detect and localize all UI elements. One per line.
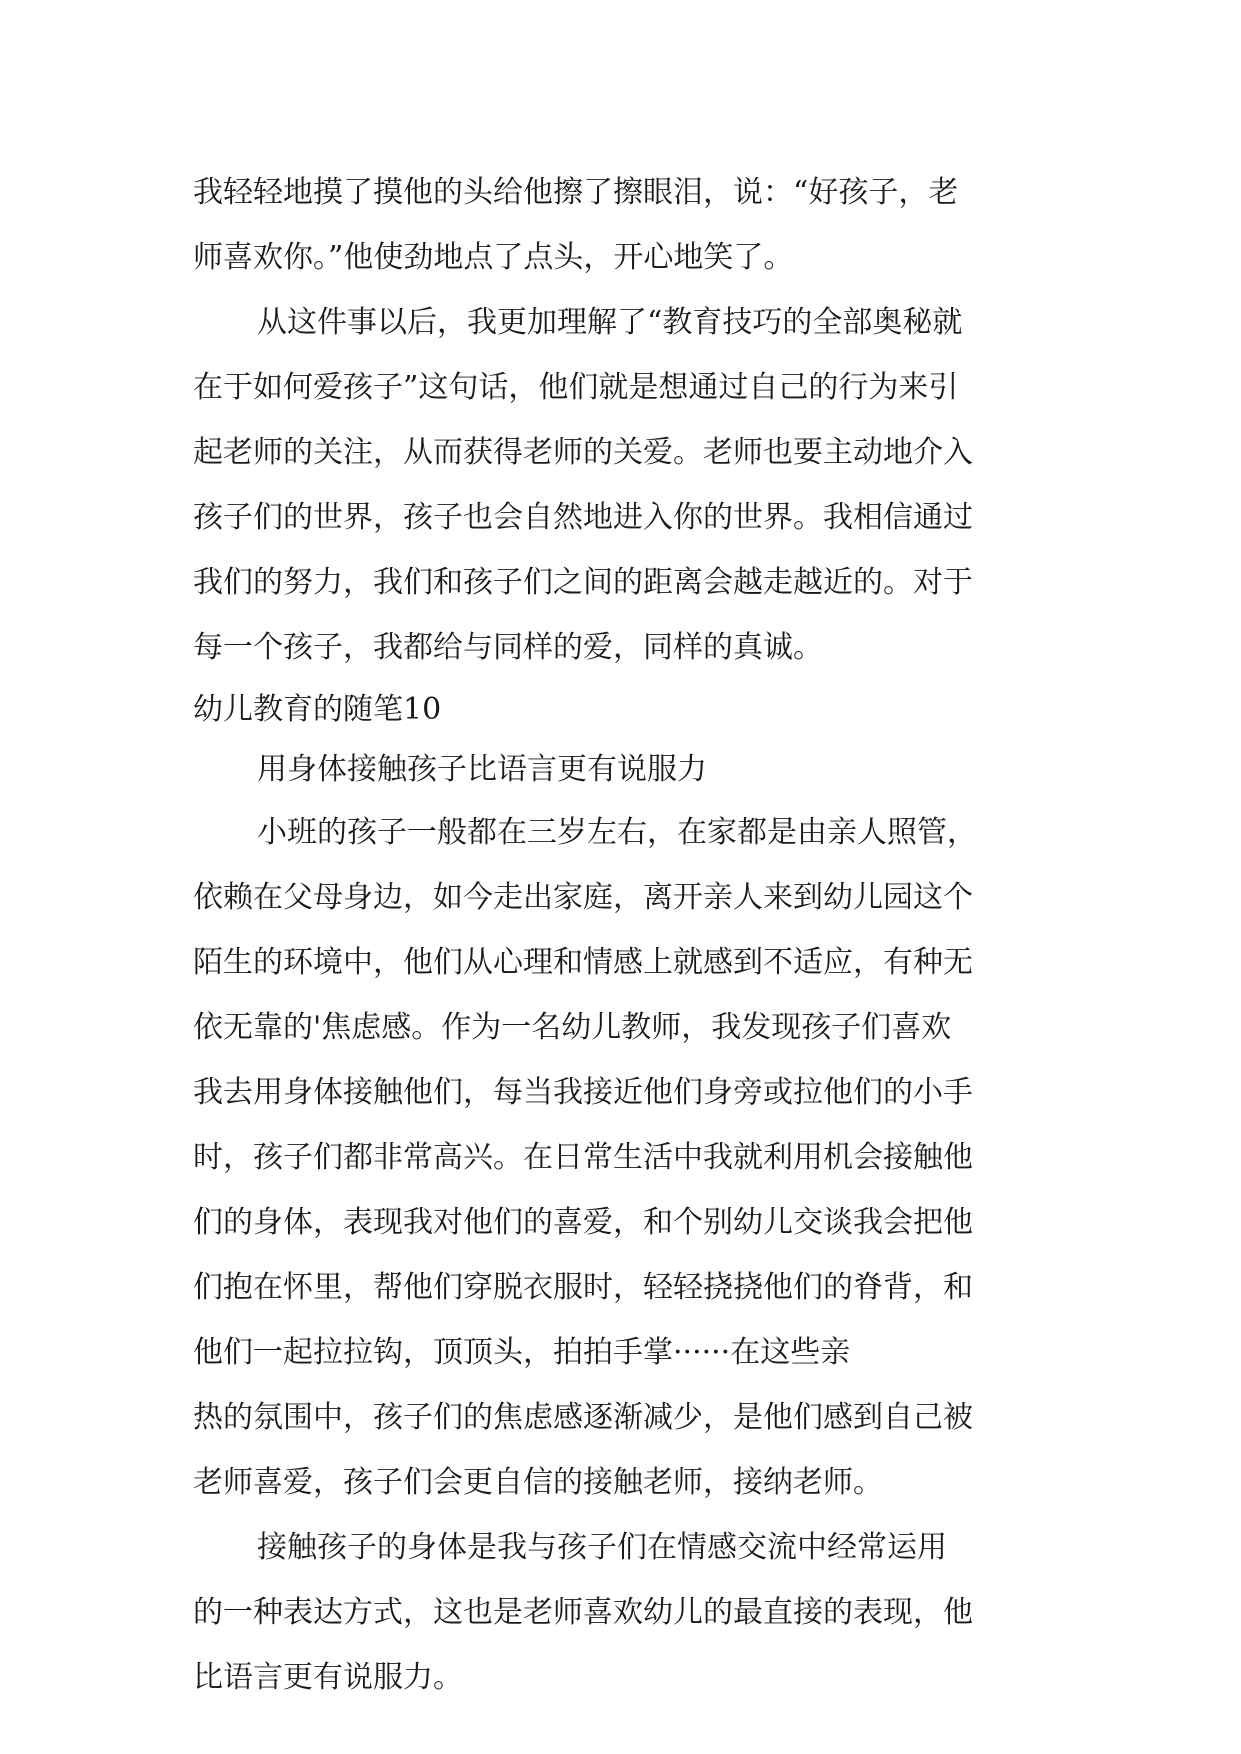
section-heading: 幼儿教育的随笔10 <box>193 692 442 727</box>
text-line: 比语言更有说服力。 <box>193 1660 463 1695</box>
section-subtitle: 用身体接触孩子比语言更有说服力 <box>257 752 707 787</box>
text-line: 热的氛围中，孩子们的焦虑感逐渐减少，是他们感到自己被 <box>193 1400 973 1435</box>
text-line: 他们一起拉拉钩，顶顶头，拍拍手掌······在这些亲 <box>193 1335 851 1370</box>
text-line: 依赖在父母身边，如今走出家庭，离开亲人来到幼儿园这个 <box>193 880 973 915</box>
text-line: 起老师的关注，从而获得老师的关爱。老师也要主动地介入 <box>193 435 973 470</box>
text-line: 从这件事以后，我更加理解了“教育技巧的全部奥秘就 <box>257 305 963 340</box>
text-line: 每一个孩子，我都给与同样的爱，同样的真诚。 <box>193 630 823 665</box>
text-line: 我去用身体接触他们，每当我接近他们身旁或拉他们的小手 <box>193 1075 973 1110</box>
body-text <box>193 160 1073 1710</box>
text-line: 依无靠的'焦虑感。作为一名幼儿教师，我发现孩子们喜欢 <box>193 1010 952 1045</box>
text-line: 的一种表达方式，这也是老师喜欢幼儿的最直接的表现，他 <box>193 1595 973 1630</box>
text-line: 我们的努力，我们和孩子们之间的距离会越走越近的。对于 <box>193 565 973 600</box>
text-line: 小班的孩子一般都在三岁左右，在家都是由亲人照管， <box>257 815 977 850</box>
text-line: 老师喜爱，孩子们会更自信的接触老师，接纳老师。 <box>193 1465 883 1500</box>
text-line: 时，孩子们都非常高兴。在日常生活中我就利用机会接触他 <box>193 1140 973 1175</box>
text-line: 在于如何爱孩子”这句话，他们就是想通过自己的行为来引 <box>193 370 959 405</box>
text-line: 们的身体，表现我对他们的喜爱，和个别幼儿交谈我会把他 <box>193 1205 973 1240</box>
text-line: 们抱在怀里，帮他们穿脱衣服时，轻轻挠挠他们的脊背，和 <box>193 1270 973 1305</box>
text-line: 我轻轻地摸了摸他的头给他擦了擦眼泪，说：“好孩子，老 <box>193 175 959 210</box>
text-line: 接触孩子的身体是我与孩子们在情感交流中经常运用 <box>257 1530 947 1565</box>
text-line: 陌生的环境中，他们从心理和情感上就感到不适应，有种无 <box>193 945 973 980</box>
text-line: 师喜欢你。”他使劲地点了点头，开心地笑了。 <box>193 240 794 275</box>
text-line: 孩子们的世界，孩子也会自然地进入你的世界。我相信通过 <box>193 500 973 535</box>
